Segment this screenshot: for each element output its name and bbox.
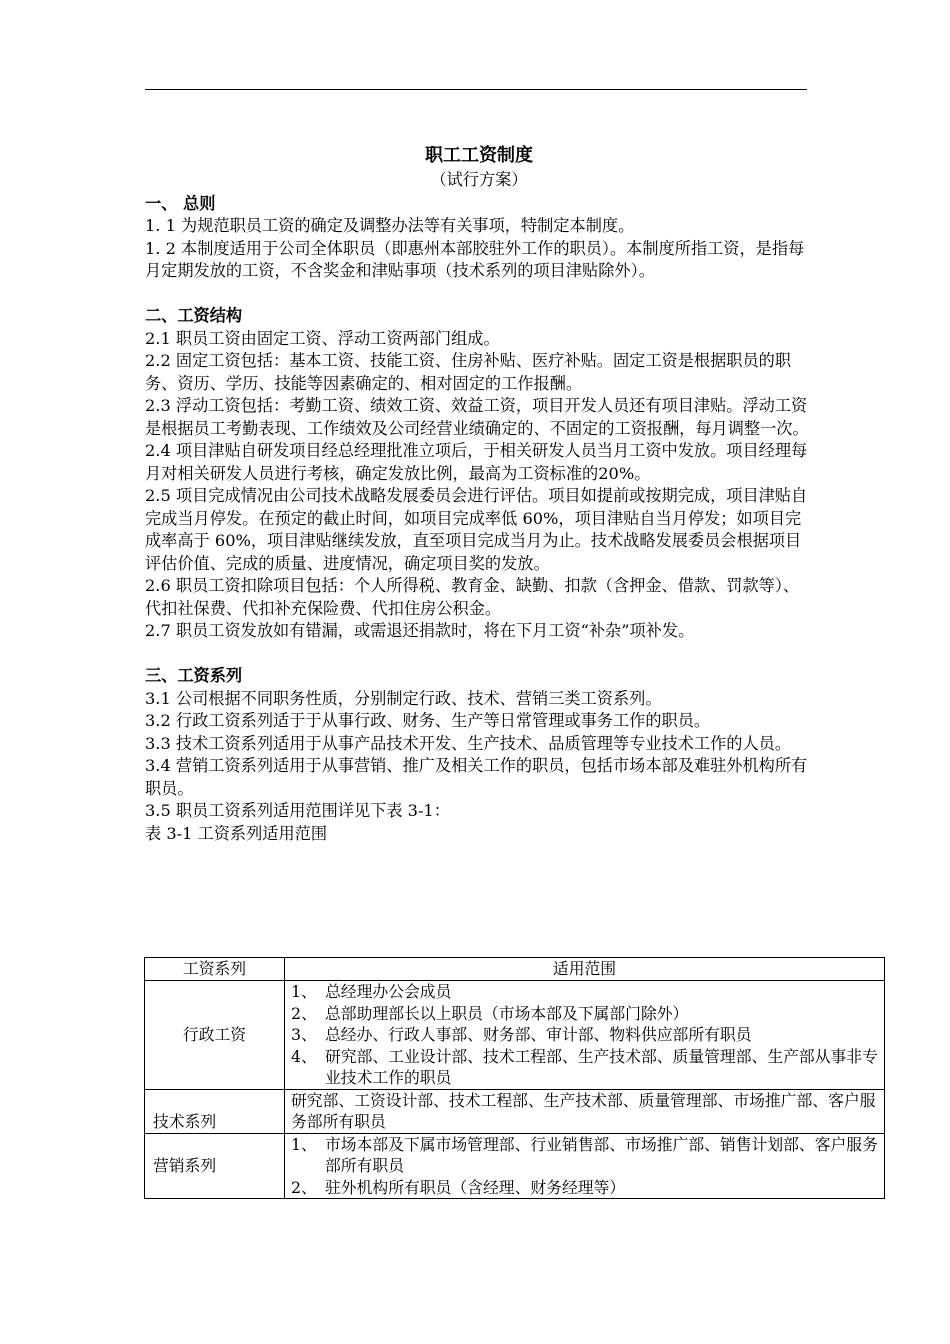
paragraph-3-2: 3.2 行政工资系列适于于从事行政、财务、生产等日常管理或事务工作的职员。 bbox=[145, 711, 711, 730]
table-row bbox=[145, 981, 885, 1090]
list-item bbox=[291, 1003, 878, 1025]
paragraph-2-2: 2.2 固定工资包括：基本工资、技能工资、住房补贴、医疗补贴。固定工资是根据职员的职务、资历、学历、技能等因素确定的、相对固定的工作报酬。 bbox=[145, 351, 792, 393]
list-number: 1、 bbox=[291, 1134, 317, 1154]
table-cell-category: 营销系列 bbox=[145, 1133, 285, 1199]
table-header-row bbox=[145, 958, 885, 981]
list-text: 总经办、行政人事部、财务部、审计部、物料供应部所有职员 bbox=[325, 1025, 752, 1044]
list-text: 总部助理部长以上职员（市场本部及下属部门除外） bbox=[325, 1003, 689, 1023]
document-body bbox=[145, 143, 813, 845]
table-row bbox=[145, 1133, 885, 1199]
paragraph-3-3: 3.3 技术工资系列适用于从事产品技术开发、生产技术、品质管理等专业技术工作的人员。 bbox=[145, 733, 792, 753]
list-text: 市场本部及下属市场管理部、行业销售部、市场推广部、销售计划部、客户服务部所有职员 bbox=[325, 1134, 878, 1175]
list-item bbox=[291, 981, 878, 1003]
section-heading-series: 三、工资系列 bbox=[145, 666, 243, 685]
salary-series-table bbox=[144, 957, 885, 1199]
document-title: 职工工资制度 bbox=[425, 145, 533, 166]
section-heading-general: 一、 总则 bbox=[145, 193, 216, 213]
list-number: 2、 bbox=[291, 1177, 317, 1197]
list-text: 驻外机构所有职员（含经理、财务经理等） bbox=[325, 1177, 626, 1197]
table-cell-scope bbox=[285, 1133, 885, 1199]
paragraph-1-1: 1. 1 为规范职员工资的确定及调整办法等有关事项，特制定本制度。 bbox=[145, 216, 635, 235]
list-text: 总经理办公会成员 bbox=[325, 982, 452, 1001]
list-item bbox=[291, 1134, 878, 1177]
table-row bbox=[145, 1089, 885, 1133]
table-cell-category: 行政工资 bbox=[145, 981, 285, 1090]
list-number: 3、 bbox=[291, 1025, 317, 1044]
paragraph-2-5: 2.5 项目完成情况由公司技术战略发展委员会进行评估。项目如提前或按期完成，项目津贴自完成当月停发。在预定的截止时间，如项目完成率低 60%，项目津贴自当月停发；如项目完成率高于 60%，项目津贴继续发放，直至项目完成当月为止。技术战略发展委员会根据项目评估价值、完成的质量、进度情况，确定项目奖的发放。 bbox=[145, 486, 808, 573]
paragraph-3-5: 3.5 职员工资系列适用范围详见下表 3-1： bbox=[145, 801, 450, 820]
table-header-series: 工资系列 bbox=[145, 958, 285, 981]
paragraph-2-3: 2.3 浮动工资包括：考勤工资、绩效工资、效益工资，项目开发人员还有项目津贴。浮动工资是根据员工考勤表现、工作绩效及公司经营业绩确定的、不固定的工资报酬，每月调整一次。 bbox=[145, 396, 809, 438]
paragraph-3-4: 3.4 营销工资系列适用于从事营销、推广及相关工作的职员，包括市场本部及难驻外机构所有职员。 bbox=[145, 756, 808, 798]
paragraph-2-4: 2.4 项目津贴自研发项目经总经理批准立项后，于相关研发人员当月工资中发放。项目经理每月对相关研发人员进行考核，确定发放比例，最高为工资标准的20%。 bbox=[145, 441, 808, 483]
list-item bbox=[291, 1177, 878, 1199]
list-number: 2、 bbox=[291, 1003, 317, 1023]
header-rule bbox=[145, 89, 807, 90]
paragraph-2-7: 2.7 职员工资发放如有错漏，或需退还捐款时，将在下月工资“补杂”项补发。 bbox=[145, 621, 695, 640]
paragraph-2-6: 2.6 职员工资扣除项目包括：个人所得税、教育金、缺勤、扣款（含押金、借款、罚款等）、代扣社保费、代扣补充保险费、代扣住房公积金。 bbox=[145, 576, 800, 618]
list-number: 1、 bbox=[291, 982, 317, 1001]
paragraph-1-2: 1. 2 本制度适用于公司全体职员（即惠州本部胶驻外工作的职员）。本制度所指工资，是指每月定期发放的工资，不含奖金和津贴事项（技术系列的项目津贴除外）。 bbox=[145, 238, 805, 280]
section-heading-structure: 二、工资结构 bbox=[145, 306, 243, 325]
list-item bbox=[291, 1024, 878, 1046]
list-text: 研究部、工业设计部、技术工程部、生产技术部、质量管理部、生产部从事非专业技术工作的职员 bbox=[325, 1046, 878, 1087]
table-cell-category: 技术系列 bbox=[145, 1089, 285, 1133]
paragraph-2-1: 2.1 职员工资由固定工资、浮动工资两部门组成。 bbox=[145, 328, 500, 348]
table-cell-scope: 研究部、工资设计部、技术工程部、生产技术部、质量管理部、市场推广部、客户服务部所有职员 bbox=[285, 1089, 885, 1133]
table-caption: 表 3-1 工资系列适用范围 bbox=[145, 823, 328, 843]
paragraph-3-1: 3.1 公司根据不同职务性质，分别制定行政、技术、营销三类工资系列。 bbox=[145, 688, 662, 708]
list-item bbox=[291, 1046, 878, 1089]
document-subtitle: （试行方案） bbox=[430, 170, 528, 189]
table-cell-scope bbox=[285, 981, 885, 1090]
table-header-scope: 适用范围 bbox=[285, 958, 885, 981]
list-number: 4、 bbox=[291, 1046, 317, 1066]
